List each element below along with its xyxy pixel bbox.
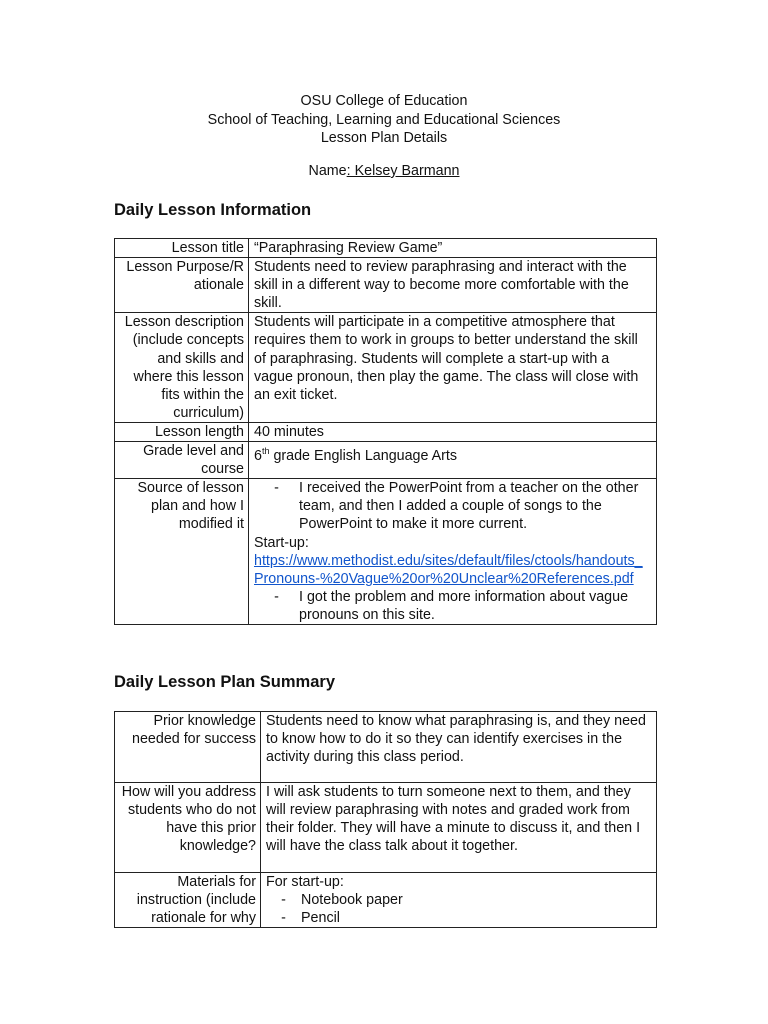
lesson-summary-table [114,711,657,928]
list-item [254,479,651,533]
lesson-length-value: 40 minutes [249,422,657,441]
table-row [115,873,657,928]
bullet-dash: - [281,910,286,927]
grade-number: 6 [254,447,262,464]
lesson-description-value: Students will participate in a competitive atmosphere that requires them to work in groups to better understand the skill of paraphrasing. Students will complete a start-up with a vague pronoun, then play the game. The class will close with an exit ticket. [249,313,657,423]
table-row [115,258,657,313]
lesson-purpose-value: Students need to review paraphrasing and interact with the skill in a different way to become more comfortable with the skill. [249,258,657,313]
material-item: Pencil [301,910,340,927]
section-title-daily-lesson-information: Daily Lesson Information [114,201,312,219]
table-row [115,783,657,873]
lesson-length-label: Lesson length [115,422,249,441]
list-item [254,588,651,624]
bullet-dash: - [281,892,286,909]
source-bullet-text: I received the PowerPoint from a teacher on the other team, and then I added a couple of songs to the PowerPoint to make it more current. [299,480,639,533]
table-row [115,313,657,423]
lesson-source-label: Source of lesson plan and how I modified it [115,479,249,625]
list-item [266,891,651,909]
lesson-title-label: Lesson title [115,239,249,258]
table-row [115,442,657,479]
list-item [266,909,651,927]
bullet-dash: - [274,588,279,605]
table-row [115,239,657,258]
material-item: Notebook paper [301,892,403,909]
lesson-description-label: Lesson description (include concepts and skills and where this lesson fits within the curriculum) [115,313,249,423]
grade-level-label: Grade level and course [115,442,249,479]
startup-link[interactable]: https://www.methodist.edu/sites/default/files/ctools/handouts_Pronouns-%20Vague%20or%20Unclear%20References.pdf [254,552,643,587]
school-name: School of Teaching, Learning and Educational Sciences [207,111,561,128]
document-header [0,92,768,148]
lesson-information-table [114,238,657,625]
address-students-value: I will ask students to turn someone next to them, and they will review paraphrasing with notes and graded work from their folder. They will have a minute to discuss it, and then I will have the class talk about it together. [261,783,657,873]
section-title-daily-lesson-plan-summary: Daily Lesson Plan Summary [114,673,336,691]
grade-level-value [249,442,657,479]
table-row [115,479,657,625]
source-bullet-text: I got the problem and more information about vague pronouns on this site. [299,588,629,623]
prior-knowledge-value: Students need to know what paraphrasing is, and they need to know how to do it so they can identify exercises in the activity during this class period. [261,712,657,783]
name-value: : Kelsey Barmann [346,163,460,179]
materials-intro: For start-up: [266,874,344,890]
lesson-title-value: “Paraphrasing Review Game” [249,239,657,258]
document-title: Lesson Plan Details [320,130,448,146]
lesson-source-value [249,479,657,625]
materials-label: Materials for instruction (include rationale for why [115,873,261,928]
college-name: OSU College of Education [300,93,468,109]
startup-label: Start-up: [254,534,309,551]
table-row [115,422,657,441]
materials-value [261,873,657,928]
lesson-purpose-label: Lesson Purpose/Rationale [115,258,249,313]
table-row [115,712,657,783]
name-line [0,163,768,179]
prior-knowledge-label: Prior knowledge needed for success [115,712,261,783]
grade-suffix: th [261,446,270,457]
address-students-label: How will you address students who do not have this prior knowledge? [115,783,261,873]
name-label: Name [308,163,347,179]
bullet-dash: - [274,480,279,497]
grade-course: grade English Language Arts [269,447,458,464]
